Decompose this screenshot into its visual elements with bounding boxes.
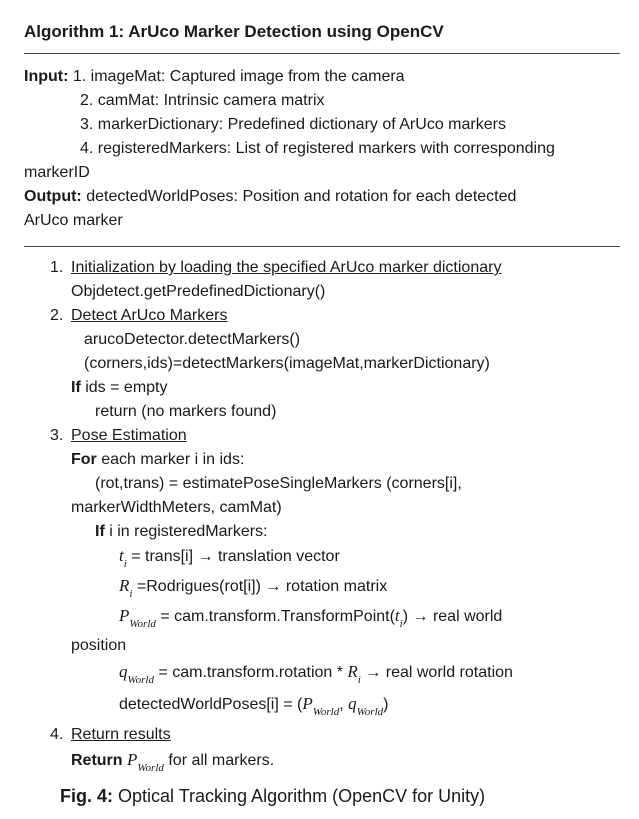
if-keyword: If bbox=[71, 379, 81, 396]
world-rotation-line bbox=[119, 662, 513, 690]
step-2-if bbox=[71, 378, 167, 398]
world-position-text: = cam.transform.TransformPoint( bbox=[155, 608, 395, 625]
step-1-number: 1. bbox=[50, 259, 64, 276]
translation-line bbox=[119, 546, 340, 574]
for-clause: each marker i in ids: bbox=[96, 451, 245, 468]
p-subscript: World bbox=[312, 706, 340, 718]
step-3-number: 3. bbox=[50, 427, 64, 444]
comma: , bbox=[339, 696, 349, 713]
translation-text: = trans[i] → translation vector bbox=[126, 548, 340, 565]
r-subscript: i bbox=[357, 674, 361, 686]
t-symbol: t bbox=[394, 606, 400, 625]
step-2-line-1: arucoDetector.detectMarkers() bbox=[84, 331, 301, 348]
r-subscript: i bbox=[129, 588, 133, 600]
step-3-if bbox=[95, 522, 268, 542]
input-label: Input: bbox=[24, 68, 69, 85]
input-item-3: 3. markerDictionary: Predefined dictionary of ArUco markers bbox=[80, 116, 506, 133]
step-2-number: 2. bbox=[50, 307, 64, 324]
output-text: detectedWorldPoses: Position and rotation for each detected bbox=[86, 188, 517, 205]
input-line-1 bbox=[24, 67, 405, 87]
step-2-line-2: (corners,ids)=detectMarkers(imageMat,markerDictionary) bbox=[84, 355, 490, 372]
t-subscript: i bbox=[399, 618, 403, 630]
figure-caption bbox=[60, 786, 485, 807]
figure-label: Fig. 4: bbox=[60, 786, 113, 806]
step-3-for bbox=[71, 450, 244, 470]
world-position-wrap: position bbox=[71, 637, 127, 654]
p-subscript: World bbox=[137, 762, 164, 774]
rotation-text: =Rodrigues(rot[i]) → rotation matrix bbox=[132, 578, 388, 595]
step-4-return bbox=[71, 750, 274, 778]
algorithm-title: Algorithm 1: ArUco Marker Detection using OpenCV bbox=[24, 22, 444, 41]
output-line-1 bbox=[24, 187, 516, 207]
step-3-line-1: (rot,trans) = estimatePoseSingleMarkers (corners[i], bbox=[95, 475, 462, 492]
rotation-line bbox=[119, 576, 387, 604]
detected-poses-line bbox=[119, 694, 388, 722]
q-symbol: q bbox=[348, 694, 357, 713]
figure-caption-text: Optical Tracking Algorithm (OpenCV for Unity) bbox=[113, 786, 486, 806]
for-keyword: For bbox=[71, 451, 97, 468]
return-keyword: Return bbox=[71, 752, 123, 769]
q-subscript: World bbox=[127, 674, 154, 686]
p-symbol: P bbox=[127, 750, 138, 769]
step-2-return: return (no markers found) bbox=[95, 403, 277, 420]
step-3-title: Pose Estimation bbox=[71, 427, 187, 444]
step-3-line-1-wrap: markerWidthMeters, camMat) bbox=[71, 499, 282, 516]
output-label: Output: bbox=[24, 188, 82, 205]
close-paren: ) bbox=[383, 696, 389, 713]
world-position-line bbox=[119, 606, 502, 634]
middle-rule bbox=[24, 246, 620, 247]
world-rotation-end: → real world rotation bbox=[360, 664, 513, 681]
return-text: for all markers. bbox=[163, 752, 275, 769]
r-symbol: R bbox=[119, 576, 130, 595]
q-symbol: q bbox=[119, 662, 128, 681]
q-subscript: World bbox=[356, 706, 384, 718]
step-4-number: 4. bbox=[50, 726, 64, 743]
if-keyword: If bbox=[95, 523, 105, 540]
if-condition: ids = empty bbox=[80, 379, 168, 396]
input-item-4: 4. registeredMarkers: List of registered markers with corresponding bbox=[80, 140, 555, 157]
input-item-1: 1. imageMat: Captured image from the camera bbox=[72, 68, 405, 85]
step-1-line: Objdetect.getPredefinedDictionary() bbox=[71, 283, 326, 300]
t-symbol: t bbox=[119, 546, 124, 565]
top-rule bbox=[24, 53, 620, 54]
step-2-title: Detect ArUco Markers bbox=[71, 307, 228, 324]
world-position-end: ) → real world bbox=[402, 608, 503, 625]
input-item-2: 2. camMat: Intrinsic camera matrix bbox=[80, 92, 325, 109]
step-4-title: Return results bbox=[71, 726, 171, 743]
r-symbol: R bbox=[347, 662, 358, 681]
p-symbol: P bbox=[302, 694, 313, 713]
step-1-title: Initialization by loading the specified ArUco marker dictionary bbox=[71, 259, 502, 276]
if-condition: i in registeredMarkers: bbox=[104, 523, 268, 540]
world-rotation-text: = cam.transform.rotation * bbox=[154, 664, 348, 681]
p-subscript: World bbox=[129, 618, 156, 630]
t-subscript: i bbox=[123, 558, 127, 570]
output-line-2: ArUco marker bbox=[24, 212, 123, 229]
p-symbol: P bbox=[119, 606, 130, 625]
detected-poses-text: detectedWorldPoses[i] = ( bbox=[119, 696, 303, 713]
input-item-4-wrap: markerID bbox=[24, 164, 90, 181]
